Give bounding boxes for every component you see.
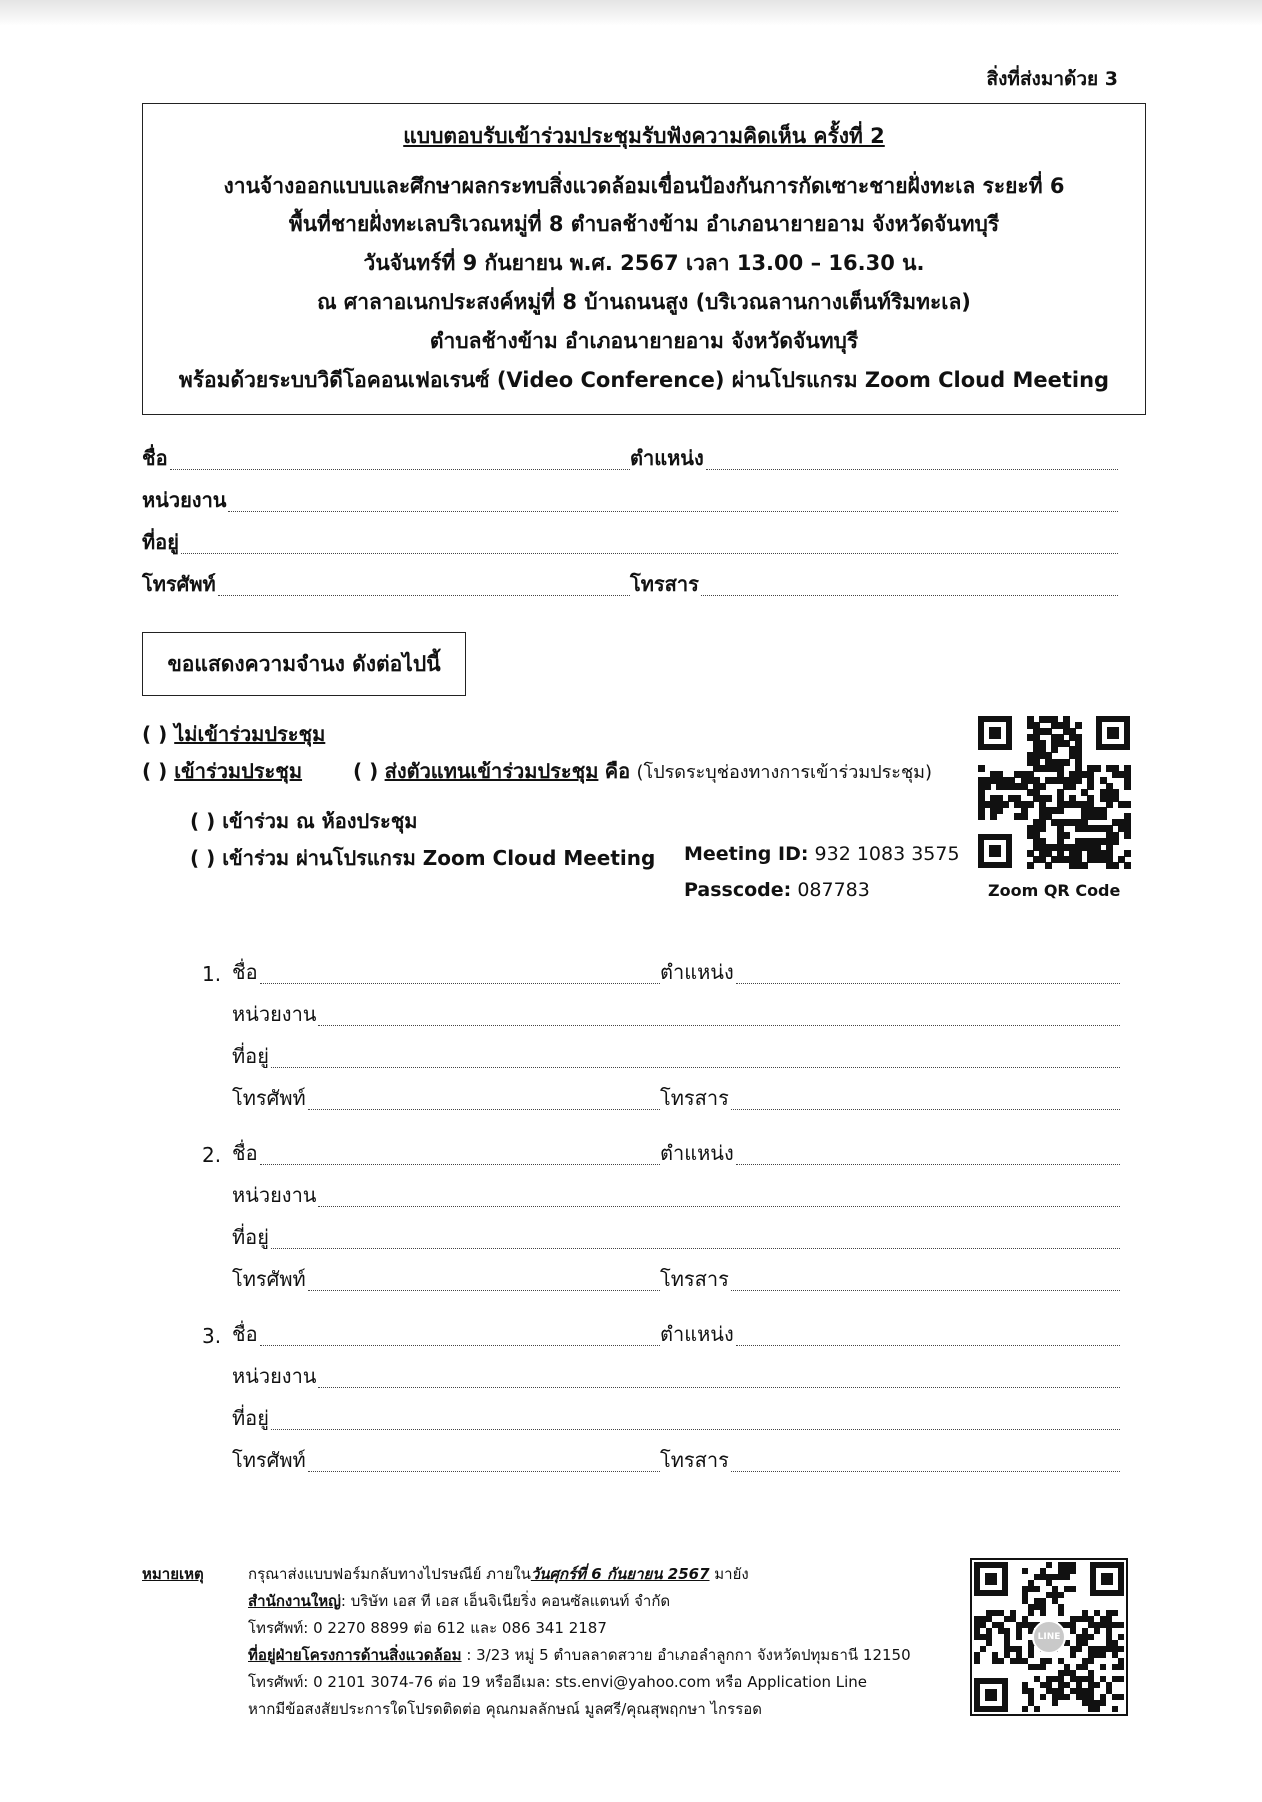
checkbox-onsite[interactable]: ( ) — [190, 809, 216, 833]
address-field[interactable] — [142, 530, 1118, 558]
name-label: ชื่อ — [142, 446, 168, 470]
rep-3-phone-label: โทรศัพท์ — [232, 1448, 306, 1472]
rep-1-fax-label: โทรสาร — [660, 1086, 729, 1110]
page-top-shadow — [0, 0, 1262, 26]
line-qr-code-icon — [974, 1562, 1124, 1712]
notes-send-to: มายัง — [709, 1565, 749, 1583]
rep-number: 2. — [202, 1143, 222, 1167]
attachment-label: สิ่งที่ส่งมาด้วย 3 — [986, 68, 1118, 90]
rep-3-address-field[interactable] — [232, 1406, 1120, 1434]
notes-line-1 — [248, 1562, 749, 1586]
zoom-label: เข้าร่วม ผ่านโปรแกรม Zoom Cloud Meeting — [222, 846, 656, 870]
rep-3-agency-field[interactable] — [232, 1364, 1120, 1392]
rep-1-position-label: ตำแหน่ง — [660, 960, 734, 984]
rep-1-phone-field[interactable] — [232, 1086, 660, 1114]
rep-2-phone-field[interactable] — [232, 1267, 660, 1295]
checkbox-not-attend[interactable]: ( ) — [142, 722, 168, 746]
passcode-label: Passcode: — [684, 879, 792, 901]
passcode-value: 087783 — [797, 879, 870, 901]
video-conference-line: พร้อมด้วยระบบวิดีโอคอนเฟอเรนซ์ (Video Conference) ผ่านโปรแกรม Zoom Cloud Meeting — [178, 368, 1110, 392]
rep-3-agency-label: หน่วยงาน — [232, 1364, 317, 1388]
meeting-id — [684, 843, 960, 865]
line-logo-icon: LINE — [1032, 1620, 1066, 1654]
checkbox-attend[interactable]: ( ) — [142, 759, 168, 783]
attend-label: เข้าร่วมประชุม — [174, 759, 303, 783]
area-line: พื้นที่ชายฝั่งทะเลบริเวณหมู่ที่ 8 ตำบลช้างข้าม อำเภอนายายอาม จังหวัดจันทบุรี — [288, 212, 1000, 236]
notes-deadline: วันศุกร์ที่ 6 กันยายน 2567 — [530, 1565, 710, 1583]
rep-2-name-field[interactable] — [232, 1141, 660, 1169]
rep-1-address-label: ที่อยู่ — [232, 1044, 269, 1068]
onsite-label: เข้าร่วม ณ ห้องประชุม — [222, 809, 418, 833]
notes-label: หมายเหตุ — [142, 1565, 204, 1583]
head-office-text: : บริษัท เอส ที เอส เอ็นจิเนียริ่ง คอนซัลแตนท์ จำกัด — [340, 1592, 671, 1610]
agency-label: หน่วยงาน — [142, 488, 227, 512]
meeting-id-value: 932 1083 3575 — [814, 843, 960, 865]
zoom-qr-caption: Zoom QR Code — [988, 881, 1121, 900]
rep-2-position-label: ตำแหน่ง — [660, 1141, 734, 1165]
notes-line-2 — [248, 1589, 670, 1613]
intent-box: ขอแสดงความจำนง ดังต่อไปนี้ — [142, 632, 466, 696]
env-dept-label: ที่อยู่ฝ่ายโครงการด้านสิ่งแวดล้อม — [248, 1646, 462, 1664]
notes-line-6: หากมีข้อสงสัยประการใดโปรดติดต่อ คุณกมลลักษณ์ มูลศรี/คุณสุพฤกษา ไกรรอด — [248, 1700, 762, 1718]
rep-1-phone-label: โทรศัพท์ — [232, 1086, 306, 1110]
zoom-qr-code-icon — [978, 716, 1130, 868]
option-send-rep[interactable] — [353, 755, 932, 787]
checkbox-send-rep[interactable]: ( ) — [353, 759, 379, 783]
not-attend-label: ไม่เข้าร่วมประชุม — [174, 722, 326, 746]
rep-3-address-label: ที่อยู่ — [232, 1406, 269, 1430]
rep-3-position-field[interactable] — [660, 1322, 1120, 1350]
notes-send-instruction: กรุณาส่งแบบฟอร์มกลับทางไปรษณีย์ ภายใน — [248, 1565, 531, 1583]
rep-2-phone-label: โทรศัพท์ — [232, 1267, 306, 1291]
is-label: คือ — [604, 759, 631, 783]
date-line: วันจันทร์ที่ 9 กันยายน พ.ศ. 2567 เวลา 13.00 – 16.30 น. — [363, 251, 925, 275]
fax-field[interactable] — [630, 572, 1118, 600]
rep-3-phone-field[interactable] — [232, 1448, 660, 1476]
position-field[interactable] — [630, 446, 1118, 474]
send-rep-label: ส่งตัวแทนเข้าร่วมประชุม — [384, 759, 599, 783]
rep-3-fax-label: โทรสาร — [660, 1448, 729, 1472]
specify-note: (โปรดระบุช่องทางการเข้าร่วมประชุม) — [636, 762, 933, 783]
phone-label: โทรศัพท์ — [142, 572, 216, 596]
venue-line: ณ ศาลาอเนกประสงค์หมู่ที่ 8 บ้านถนนสูง (บริเวณลานกางเต็นท์ริมทะเล) — [317, 290, 971, 314]
header-box — [142, 103, 1146, 415]
rep-2-name-label: ชื่อ — [232, 1141, 258, 1165]
option-attend[interactable] — [142, 755, 302, 787]
notes-line-4 — [248, 1643, 911, 1667]
location-line: ตำบลช้างข้าม อำเภอนายายอาม จังหวัดจันทบุรี — [429, 329, 859, 353]
head-office-label: สำนักงานใหญ่ — [248, 1592, 341, 1610]
project-line: งานจ้างออกแบบและศึกษาผลกระทบสิ่งแวดล้อมเขื่อนป้องกันการกัดเซาะชายฝั่งทะเล ระยะที่ 6 — [223, 174, 1065, 198]
notes-line-3: โทรศัพท์: 0 2270 8899 ต่อ 612 และ 086 341 2187 — [248, 1619, 607, 1637]
rep-3-name-field[interactable] — [232, 1322, 660, 1350]
rep-2-agency-label: หน่วยงาน — [232, 1183, 317, 1207]
passcode — [684, 879, 870, 901]
form-title: แบบตอบรับเข้าร่วมประชุมรับฟังความคิดเห็น ครั้งที่ 2 — [403, 124, 885, 148]
rep-2-position-field[interactable] — [660, 1141, 1120, 1169]
option-onsite[interactable] — [190, 805, 418, 837]
option-zoom[interactable] — [190, 842, 655, 874]
phone-field[interactable] — [142, 572, 630, 600]
checkbox-zoom[interactable]: ( ) — [190, 846, 216, 870]
rep-3-fax-field[interactable] — [660, 1448, 1120, 1476]
rep-1-name-field[interactable] — [232, 960, 660, 988]
rep-1-address-field[interactable] — [232, 1044, 1120, 1072]
rep-2-agency-field[interactable] — [232, 1183, 1120, 1211]
rep-3-position-label: ตำแหน่ง — [660, 1322, 734, 1346]
option-not-attend[interactable] — [142, 718, 325, 750]
address-label: ที่อยู่ — [142, 530, 179, 554]
notes-line-5: โทรศัพท์: 0 2101 3074-76 ต่อ 19 หรืออีเมล: sts.envi@yahoo.com หรือ Application Line — [248, 1673, 868, 1691]
env-dept-text: : 3/23 หมู่ 5 ตำบลลาดสวาย อำเภอลำลูกกา จังหวัดปทุมธานี 12150 — [461, 1646, 911, 1664]
rep-number: 3. — [202, 1324, 222, 1348]
meeting-id-label: Meeting ID: — [684, 843, 809, 865]
rep-1-agency-label: หน่วยงาน — [232, 1002, 317, 1026]
rep-1-fax-field[interactable] — [660, 1086, 1120, 1114]
rep-number: 1. — [202, 962, 222, 986]
name-field[interactable] — [142, 446, 630, 474]
agency-field[interactable] — [142, 488, 1118, 516]
rep-2-fax-field[interactable] — [660, 1267, 1120, 1295]
rep-1-agency-field[interactable] — [232, 1002, 1120, 1030]
rep-2-fax-label: โทรสาร — [660, 1267, 729, 1291]
rep-3-name-label: ชื่อ — [232, 1322, 258, 1346]
position-label: ตำแหน่ง — [630, 446, 704, 470]
rep-2-address-label: ที่อยู่ — [232, 1225, 269, 1249]
rep-2-address-field[interactable] — [232, 1225, 1120, 1253]
fax-label: โทรสาร — [630, 572, 699, 596]
rep-1-name-label: ชื่อ — [232, 960, 258, 984]
rep-1-position-field[interactable] — [660, 960, 1120, 988]
